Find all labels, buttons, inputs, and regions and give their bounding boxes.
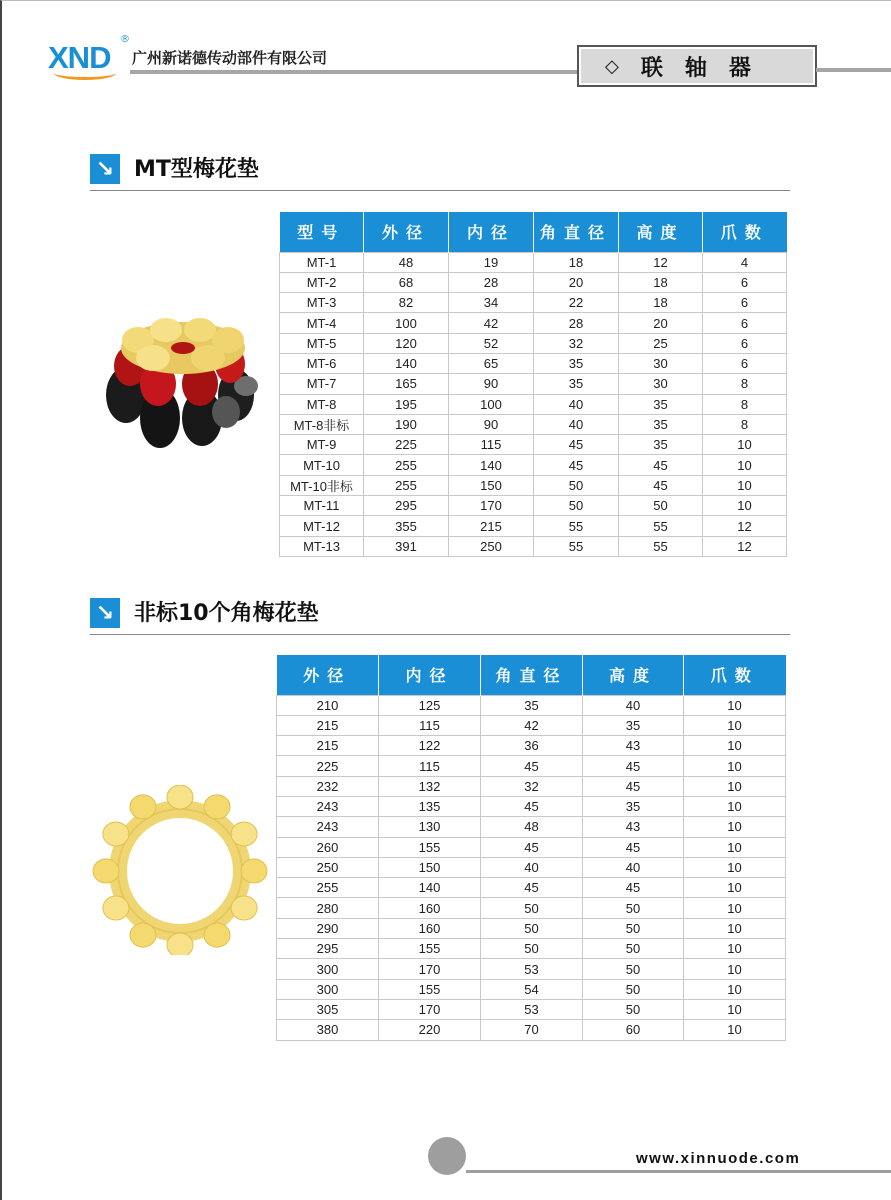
table-cell: 295	[364, 496, 449, 516]
table-cell: 35	[619, 394, 703, 414]
table-cell: 115	[379, 715, 481, 735]
table-body	[277, 695, 786, 1040]
table-row	[277, 878, 786, 898]
table-cell: 19	[449, 252, 534, 272]
arrow-down-right-icon: ↘	[90, 598, 120, 628]
table-cell: 45	[583, 756, 684, 776]
mt-spider-product-image	[98, 300, 268, 460]
table-cell: 115	[379, 756, 481, 776]
table-cell: 12	[703, 536, 787, 556]
table-cell: 10	[684, 939, 786, 959]
table-row	[280, 313, 787, 333]
table-row	[277, 736, 786, 756]
table-cell: 210	[277, 695, 379, 715]
jaw-lobe	[130, 923, 156, 947]
table-cell: 50	[583, 979, 684, 999]
table-cell: 55	[619, 516, 703, 536]
column-header: 角直径	[481, 655, 583, 695]
section-title: 非标10个角梅花垫	[134, 601, 319, 626]
table-cell: 32	[481, 776, 583, 796]
jaw-lobe	[93, 859, 119, 883]
column-header: 高度	[619, 212, 703, 252]
table-cell: 305	[277, 999, 379, 1019]
table-row	[280, 252, 787, 272]
table-row	[280, 496, 787, 516]
nonstandard-spec-table	[276, 655, 786, 1041]
column-header: 爪数	[703, 212, 787, 252]
table-cell: 243	[277, 796, 379, 816]
table-cell: 290	[277, 918, 379, 938]
table-row	[277, 979, 786, 999]
page-header	[0, 0, 891, 100]
jaw-lobe	[231, 896, 257, 920]
table-cell: 60	[583, 1020, 684, 1040]
table-cell: 45	[534, 455, 619, 475]
column-header: 外径	[364, 212, 449, 252]
table-cell: 10	[684, 857, 786, 877]
table-row	[277, 999, 786, 1019]
table-cell: 35	[481, 695, 583, 715]
table-cell: 50	[619, 496, 703, 516]
table-cell: 53	[481, 959, 583, 979]
mt-spec-table	[279, 212, 787, 557]
table-cell: 170	[379, 999, 481, 1019]
table-cell: 155	[379, 979, 481, 999]
table-row	[277, 715, 786, 735]
section-title: MT型梅花垫	[134, 157, 259, 182]
jaw-lobe	[167, 933, 193, 955]
table-cell: 36	[481, 736, 583, 756]
table-cell: MT-10	[280, 455, 364, 475]
table-cell: 70	[481, 1020, 583, 1040]
table-row	[277, 837, 786, 857]
table-cell: 35	[583, 715, 684, 735]
table-cell: 18	[619, 272, 703, 292]
table-row	[280, 455, 787, 475]
table-cell: 45	[583, 776, 684, 796]
table-cell: 125	[379, 695, 481, 715]
table-cell: 160	[379, 898, 481, 918]
table-row	[280, 394, 787, 414]
table-cell: 90	[449, 374, 534, 394]
table-cell: MT-13	[280, 536, 364, 556]
table-cell: 132	[379, 776, 481, 796]
table-row	[277, 776, 786, 796]
table-cell: 155	[379, 939, 481, 959]
table-cell: MT-12	[280, 516, 364, 536]
website-url: www.xinnuode.com	[636, 1150, 801, 1167]
table-cell: 135	[379, 796, 481, 816]
table-cell: 380	[277, 1020, 379, 1040]
jaw-lobe	[103, 896, 129, 920]
table-row	[277, 695, 786, 715]
table-header-row	[280, 212, 787, 252]
table-cell: 50	[481, 939, 583, 959]
table-cell: 232	[277, 776, 379, 796]
table-cell: 150	[379, 857, 481, 877]
table-cell: 22	[534, 293, 619, 313]
table-row	[277, 959, 786, 979]
jaw-lobe	[241, 859, 267, 883]
table-cell: 6	[703, 313, 787, 333]
section-rule	[90, 634, 790, 635]
ring	[118, 809, 242, 933]
column-header: 内径	[379, 655, 481, 695]
table-cell: 195	[364, 394, 449, 414]
table-row	[277, 796, 786, 816]
table-cell: 50	[583, 898, 684, 918]
diamond-icon: ◇	[605, 55, 619, 77]
table-row	[277, 939, 786, 959]
table-cell: MT-4	[280, 313, 364, 333]
table-cell: 18	[619, 293, 703, 313]
table-cell: 243	[277, 817, 379, 837]
table-cell: 40	[534, 414, 619, 434]
header-rule	[130, 70, 578, 74]
table-header-row	[277, 655, 786, 695]
table-cell: 40	[534, 394, 619, 414]
table-cell: 12	[619, 252, 703, 272]
table-cell: 10	[703, 475, 787, 495]
table-cell: 140	[364, 353, 449, 373]
table-cell: 10	[684, 1020, 786, 1040]
table-cell: 6	[703, 353, 787, 373]
jaw-lobe	[130, 795, 156, 819]
table-cell: 50	[583, 939, 684, 959]
table-cell: MT-3	[280, 293, 364, 313]
table-cell: 43	[583, 736, 684, 756]
table-cell: 10	[703, 455, 787, 475]
table-row	[277, 817, 786, 837]
table-cell: 55	[534, 516, 619, 536]
table-cell: MT-8	[280, 394, 364, 414]
table-cell: 45	[481, 878, 583, 898]
header-rule-right	[816, 68, 891, 72]
table-cell: 34	[449, 293, 534, 313]
table-row	[280, 516, 787, 536]
table-cell: 10	[703, 496, 787, 516]
table-cell: 10	[684, 979, 786, 999]
table-cell: 165	[364, 374, 449, 394]
table-cell: 28	[534, 313, 619, 333]
table-cell: 10	[684, 959, 786, 979]
table-cell: 45	[583, 878, 684, 898]
table-cell: 280	[277, 898, 379, 918]
table-cell: 300	[277, 959, 379, 979]
table-cell: 215	[277, 715, 379, 735]
company-name: 广州新诺德传动部件有限公司	[132, 49, 328, 67]
table-cell: 10	[684, 817, 786, 837]
table-cell: 140	[449, 455, 534, 475]
jaw-lobe	[204, 795, 230, 819]
section-rule	[90, 190, 790, 191]
table-cell: 8	[703, 374, 787, 394]
table-cell: 300	[277, 979, 379, 999]
table-row	[280, 414, 787, 434]
table-cell: 35	[583, 796, 684, 816]
table-cell: 255	[364, 475, 449, 495]
table-cell: 45	[583, 837, 684, 857]
table-cell: 10	[684, 898, 786, 918]
table-cell: 391	[364, 536, 449, 556]
table-cell: 10	[684, 756, 786, 776]
table-cell: 48	[364, 252, 449, 272]
table-cell: 215	[449, 516, 534, 536]
table-cell: 52	[449, 333, 534, 353]
column-header: 角直径	[534, 212, 619, 252]
section-heading-mt	[90, 152, 790, 188]
table-cell: 115	[449, 435, 534, 455]
table-cell: 50	[534, 475, 619, 495]
table-row	[277, 857, 786, 877]
table-cell: 355	[364, 516, 449, 536]
arrow-down-right-icon: ↘	[90, 154, 120, 184]
table-cell: 45	[619, 455, 703, 475]
table-cell: 42	[481, 715, 583, 735]
table-cell: 10	[684, 878, 786, 898]
table-row	[280, 293, 787, 313]
table-cell: 10	[684, 736, 786, 756]
table-cell: 45	[619, 475, 703, 495]
table-cell: 100	[364, 313, 449, 333]
table-cell: 250	[449, 536, 534, 556]
table-cell: 50	[481, 918, 583, 938]
table-cell: 10	[703, 435, 787, 455]
table-cell: 82	[364, 293, 449, 313]
column-header: 型号	[280, 212, 364, 252]
table-cell: 8	[703, 394, 787, 414]
table-cell: 45	[481, 796, 583, 816]
table-cell: 130	[379, 817, 481, 837]
table-cell: 225	[364, 435, 449, 455]
table-body	[280, 252, 787, 556]
table-cell: 10	[684, 715, 786, 735]
table-cell: 50	[583, 959, 684, 979]
column-header: 爪数	[684, 655, 786, 695]
section-heading-nonstandard	[90, 596, 790, 632]
table-row	[277, 1020, 786, 1040]
table-cell: 42	[449, 313, 534, 333]
table-cell: 40	[481, 857, 583, 877]
table-cell: 140	[379, 878, 481, 898]
table-row	[277, 898, 786, 918]
table-cell: 43	[583, 817, 684, 837]
table-cell: 45	[534, 435, 619, 455]
ten-jaw-spider-product-image	[88, 785, 272, 955]
table-row	[280, 272, 787, 292]
table-cell: 255	[364, 455, 449, 475]
column-header: 内径	[449, 212, 534, 252]
table-cell: 50	[481, 898, 583, 918]
table-cell: 20	[619, 313, 703, 333]
column-header: 高度	[583, 655, 684, 695]
table-cell: 10	[684, 837, 786, 857]
table-cell: 160	[379, 918, 481, 938]
table-row	[277, 918, 786, 938]
table-cell: 4	[703, 252, 787, 272]
table-cell: 10	[684, 796, 786, 816]
table-cell: 50	[534, 496, 619, 516]
table-cell: 12	[703, 516, 787, 536]
table-cell: 155	[379, 837, 481, 857]
column-header: 外径	[277, 655, 379, 695]
table-cell: 55	[534, 536, 619, 556]
jaw-lobe	[167, 785, 193, 809]
table-cell: 120	[364, 333, 449, 353]
table-cell: 54	[481, 979, 583, 999]
jaw-lobe	[231, 822, 257, 846]
category-tab	[577, 45, 817, 87]
table-cell: 32	[534, 333, 619, 353]
table-cell: 6	[703, 333, 787, 353]
table-cell: 170	[449, 496, 534, 516]
table-cell: 20	[534, 272, 619, 292]
table-row	[280, 374, 787, 394]
table-cell: 170	[379, 959, 481, 979]
table-cell: 35	[534, 353, 619, 373]
table-cell: 6	[703, 293, 787, 313]
table-cell: 8	[703, 414, 787, 434]
table-cell: 220	[379, 1020, 481, 1040]
table-cell: 10	[684, 999, 786, 1019]
table-cell: 18	[534, 252, 619, 272]
registered-mark: ®	[120, 34, 130, 45]
table-cell: 48	[481, 817, 583, 837]
table-cell: 30	[619, 374, 703, 394]
table-cell: 150	[449, 475, 534, 495]
table-cell: 45	[481, 756, 583, 776]
table-row	[277, 756, 786, 776]
footer-rule	[466, 1170, 891, 1173]
table-cell: MT-8非标	[280, 414, 364, 434]
jaw-lobe	[103, 822, 129, 846]
table-cell: 122	[379, 736, 481, 756]
logo-swoosh	[54, 66, 116, 80]
table-cell: 190	[364, 414, 449, 434]
table-cell: 100	[449, 394, 534, 414]
category-label: 联轴器	[640, 55, 773, 81]
table-cell: 225	[277, 756, 379, 776]
table-cell: MT-6	[280, 353, 364, 373]
table-cell: 295	[277, 939, 379, 959]
table-cell: 65	[449, 353, 534, 373]
yellow-spider	[121, 318, 245, 374]
table-cell: 10	[684, 776, 786, 796]
table-cell: MT-11	[280, 496, 364, 516]
table-row	[280, 333, 787, 353]
table-cell: MT-5	[280, 333, 364, 353]
table-cell: 55	[619, 536, 703, 556]
table-row	[280, 536, 787, 556]
table-cell: 50	[583, 999, 684, 1019]
table-cell: 35	[619, 435, 703, 455]
table-cell: MT-9	[280, 435, 364, 455]
table-cell: 40	[583, 857, 684, 877]
table-cell: 35	[534, 374, 619, 394]
table-row	[280, 475, 787, 495]
table-cell: 10	[684, 695, 786, 715]
table-cell: 90	[449, 414, 534, 434]
table-cell: 6	[703, 272, 787, 292]
table-row	[280, 353, 787, 373]
logo-text: XND	[48, 40, 111, 75]
table-cell: 30	[619, 353, 703, 373]
table-cell: 40	[583, 695, 684, 715]
table-cell: 50	[583, 918, 684, 938]
page-number-circle	[428, 1137, 466, 1175]
table-cell: 250	[277, 857, 379, 877]
table-cell: 10	[684, 918, 786, 938]
table-cell: MT-7	[280, 374, 364, 394]
table-cell: 35	[619, 414, 703, 434]
table-cell: 215	[277, 736, 379, 756]
table-cell: MT-1	[280, 252, 364, 272]
table-cell: 255	[277, 878, 379, 898]
table-cell: 68	[364, 272, 449, 292]
table-row	[280, 435, 787, 455]
table-cell: MT-2	[280, 272, 364, 292]
table-cell: 28	[449, 272, 534, 292]
table-cell: 53	[481, 999, 583, 1019]
jaw-lobe	[204, 923, 230, 947]
table-cell: 25	[619, 333, 703, 353]
company-logo	[44, 34, 129, 86]
table-cell: 45	[481, 837, 583, 857]
table-cell: MT-10非标	[280, 475, 364, 495]
table-cell: 260	[277, 837, 379, 857]
